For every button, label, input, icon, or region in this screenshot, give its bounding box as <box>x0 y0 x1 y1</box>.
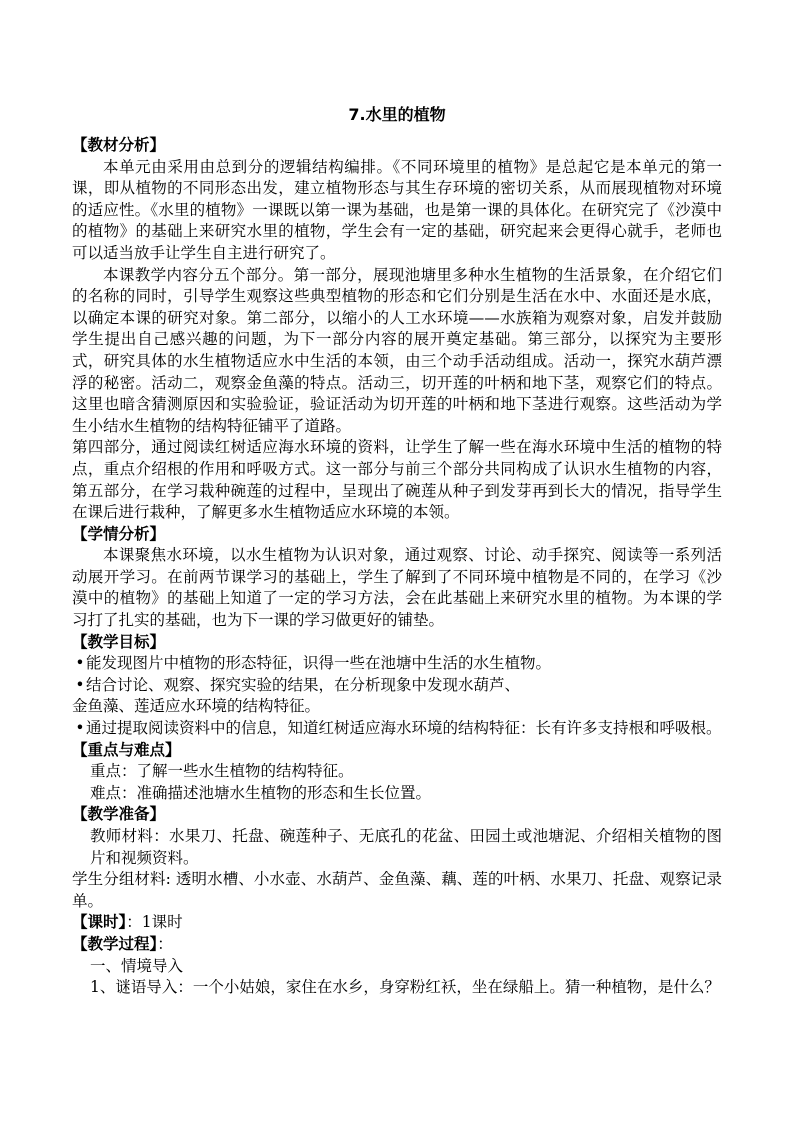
paragraph: 本课聚焦水环境，以水生植物为认识对象，通过观察、讨论、动手探究、阅读等一系列活动展开学习。在前两节课学习的基础上，学生了解到了不同环境中植物是不同的，在学习《沙漠中的植物》的基础上知道了一定的学习方法，会在此基础上来研究水里的植物。为本课的学习打了扎实的基础，也为下一课的学习做更好的铺垫。 <box>72 546 722 630</box>
hours-line <box>72 912 722 934</box>
teacher-materials: 教师材料：水果刀、托盘、碗莲种子、无底孔的花盆、田园土或池塘泥、介绍相关植物的图片和视频资料。 <box>90 827 722 867</box>
section-heading-keypoints: 【重点与难点】 <box>72 740 181 759</box>
paragraph: 本课教学内容分五个部分。第一部分，展现池塘里多种水生植物的生活景象，在介绍它们的名称的同时，引导学生观察这些典型植物的形态和它们分别是生活在水中、水面还是水底，以确定本课的研究对象。第二部分，以缩小的人工水环境——水族箱为观察对象，启发并鼓励学生提出自己感兴趣的问题，为下一部分内容的展开奠定基础。第三部分，以探究为主要形式，研究具体的水生植物适应水中生活的本领，由三个动手活动组成。活动一，探究水葫芦漂浮的秘密。活动二，观察金鱼藻的特点。活动三，切开莲的叶柄和地下茎，观察它们的特点。这里也暗含猜测原因和实验验证，验证活动为切开莲的叶柄和地下茎进行观察。这些活动为学生小结水生植物的结构特征铺平了道路。 <box>72 265 722 435</box>
goal-item <box>72 718 722 740</box>
document-page <box>72 104 722 999</box>
section-heading-material: 【教材分析】 <box>72 136 166 154</box>
section-heading-hours: 【课时】 <box>72 913 127 932</box>
goal-text: 能发现图片中植物的形态特征，识得一些在池塘中生活的水生植物。 <box>86 654 552 673</box>
goal-item <box>72 653 722 675</box>
goal-text: 通过提取阅读资料中的信息，知道红树适应海水环境的结构特征：长有许多支持根和呼吸根。 <box>86 719 722 738</box>
section-heading-prep: 【教学准备】 <box>72 805 166 824</box>
process-substep: 1、谜语导入：一个小姑娘，家住在水乡，身穿粉红袄，坐在绿船上。猜一种植物，是什么？ <box>90 978 720 997</box>
goal-text: 结合讨论、观察、探究实验的结果，在分析现象中发现水葫芦、 <box>86 675 521 694</box>
process-step: 一、情境导入 <box>90 956 184 975</box>
process-line <box>72 934 722 956</box>
bullet-icon: • <box>75 654 85 673</box>
hours-value: ：1课时 <box>126 913 183 932</box>
key-point: 重点：了解一些水生植物的结构特征。 <box>90 762 354 781</box>
document-title: 7.水里的植物 <box>348 105 446 124</box>
student-materials: 学生分组材料: 透明水槽、小水壶、水葫芦、金鱼藻、藕、莲的叶柄、水果刀、托盘、观察记录单。 <box>72 870 722 910</box>
paragraph: 本单元由采用由总到分的逻辑结构编排。《不同环境里的植物》是总起它是本单元的第一课，即从植物的不同形态出发，建立植物形态与其生存环境的密切关系，从而展现植物对环境的适应性。《水里的植物》一课既以第一课为基础，也是第一课的具体化。在研究完了《沙漠中的植物》的基础上来研究水里的植物，学生会有一定的基础，研究起来会更得心就手，老师也可以适当放手让学生自主进行研究了。 <box>72 157 722 262</box>
bullet-icon: • <box>75 675 85 694</box>
section-heading-students: 【学情分析】 <box>72 524 166 543</box>
goal-item-continued: 金鱼藻、莲适应水环境的结构特征。 <box>72 697 321 716</box>
section-heading-goals: 【教学目标】 <box>72 632 166 651</box>
paragraph: 第四部分，通过阅读红树适应海水环境的资料，让学生了解一些在海水环境中生活的植物的特点，重点介绍根的作用和呼吸方式。这一部分与前三个部分共同构成了认识水生植物的内容，第五部分，在学习栽种碗莲的过程中，呈现出了碗莲从种子到发芽再到长大的情况，指导学生在课后进行栽种，了解更多水生植物适应水环境的本领。 <box>72 438 722 522</box>
goal-item <box>72 675 722 697</box>
difficult-point: 难点：准确描述池塘水生植物的形态和生长位置。 <box>90 783 432 802</box>
process-colon: ： <box>157 934 173 953</box>
section-heading-process: 【教学过程】 <box>72 934 158 953</box>
bullet-icon: • <box>75 719 85 738</box>
